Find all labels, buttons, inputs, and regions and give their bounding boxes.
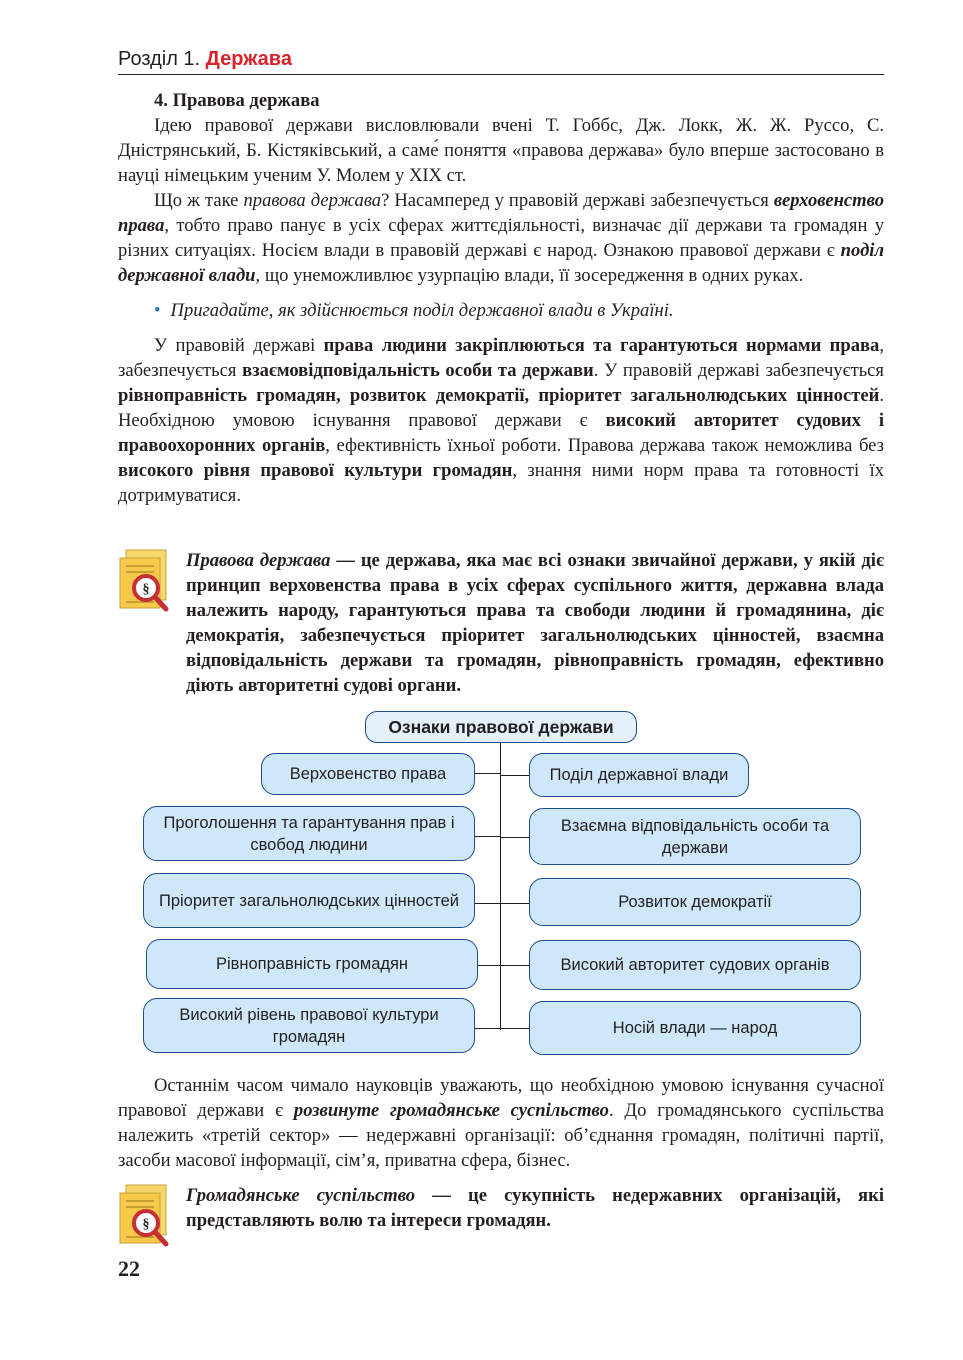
svg-text:§: § [142,582,150,597]
definition-pravova-derzhava: Правова держава — це держава, яка має всі ознаки звичайної держави, у якій діє принцип верховенства права в усіх сферах суспільного життя, державна влада належить народу, гарантуються права та свободи людини й громадянина, діє демократія, забезпечується пріоритет загальнолюдських цінностей, взаємна відповідальність держави та громадян, рівноправність громадян, ефективно діють авторитетні судові органи. [186,550,884,696]
page-number: 22 [118,1256,140,1281]
diagram-left-item: Проголошення та гарантування прав і свобод людини [143,806,475,861]
diagram-right-item: Розвиток демократії [529,878,861,926]
paragraph-3: У правовій державі права людини закріплюються та гарантуються нормами права, забезпечується взаємовідповідальність особи та держави. У правовій державі забезпечується рівноправність громадян, розвиток демократії, пріоритет загальнолюдських цінностей. Необхідною умовою існування правової держави є високий авторитет судових і правоохоронних органів, ефективність їхньої роботи. Правова держава також неможлива без високого рівня правової культури громадян, знання ними норм права та готовності їх дотримуватися. [118,335,884,506]
definition-term: Громадянське суспільство [186,1185,416,1206]
section-title: 4. Правова держава [154,90,320,111]
connector [500,1028,529,1029]
term-podil-vlady: поділ державної влади [118,240,884,286]
diagram-right-item: Взаємна відповідальність особи та держави [529,808,861,865]
diagram-left-item: Пріоритет загальнолюдських цінностей [143,873,475,928]
diagram-trunk [500,742,501,1030]
diagram-left-item: Верховенство права [261,753,475,795]
diagram-right-item: Носій влади — народ [529,1001,861,1055]
diagram-right-item: Поділ державної влади [529,753,749,797]
connector [477,965,500,966]
connector [500,837,529,838]
diagram-left-item: Високий рівень правової культури громадян [143,998,475,1053]
svg-text:§: § [142,1217,150,1232]
connector [474,903,500,904]
paragraph-1: Ідею правової держави висловлювали вчені Т. Гоббс, Дж. Локк, Ж. Ж. Руссо, С. Дністрянський, Б. Кістяківський, а саме́ поняття «правова держава» було вперше застосовано в науці німецьким ученим У. Молем у XIX ст. [118,115,884,186]
connector [500,903,529,904]
law-section-icon [118,1183,176,1254]
chapter-name: Держава [205,48,292,70]
diagram-title: Ознаки правової держави [365,711,637,743]
connector [500,775,529,776]
term-verkhovenstvo-prava: верховенство права [118,190,884,236]
connector [500,965,529,966]
definition-hromadianske-suspilstvo: Громадянське суспільство — це сукупність недержавних організацій, які представляють волю та інтереси громадян. [186,1185,884,1231]
chapter-label: Розділ 1. [118,48,206,70]
text-block-2 [118,1073,884,1173]
bullet-icon: • [154,300,161,321]
definition-term: Правова держава [186,550,331,571]
diagram-right-item: Високий авторитет судових органів [529,940,861,990]
connector [474,1028,500,1029]
diagram-left-item: Рівноправність громадян [146,939,478,989]
term-hromadianske-suspilstvo: розвинуте громадянське суспільство [293,1100,609,1121]
connector [474,836,500,837]
term-pravova-derzhava: правова держава [243,190,382,211]
reminder-hint: • Пригадайте, як здійснюється поділ державної влади в Україні. [154,300,674,321]
paragraph-4: Останнім часом чимало науковців уважають, що необхідною умовою існування сучасної правової держави є розвинуте громадянське суспільство. До громадянського суспільства належить «третій сектор» — недержавні організації: об’єднання громадян, політичні партії, засоби масової інформації, сім’я, приватна сфера, бізнес. [118,1075,884,1171]
paragraph-2: Що ж таке правова держава? Насамперед у правовій державі забезпечується верховенство права, тобто право панує в усіх сферах життєдіяльності, визначає дії держави та громадян у різних ситуаціях. Носієм влади в правовій державі є народ. Ознакою правової держави є поділ державної влади, що унеможливлює узурпацію влади, її зосередження в одних руках. [118,190,884,286]
